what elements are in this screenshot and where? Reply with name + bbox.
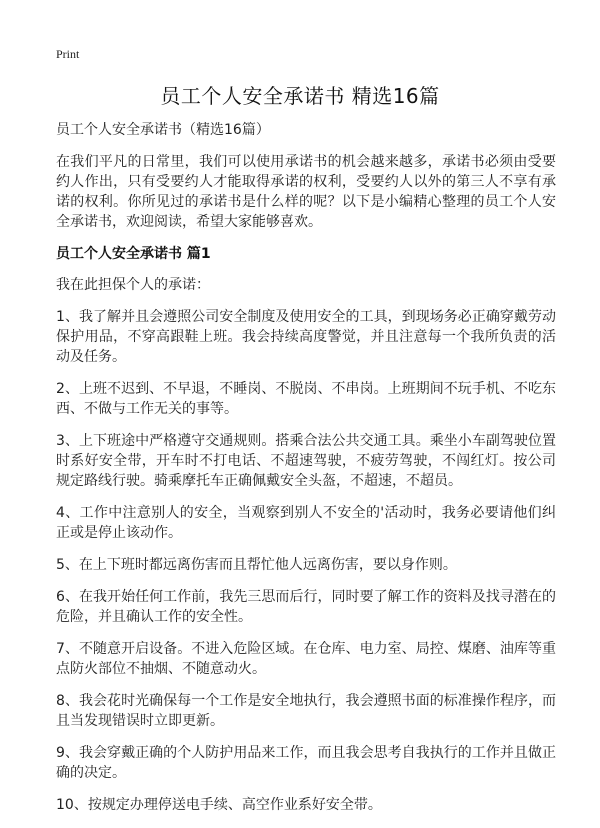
intro-paragraph: 在我们平凡的日常里，我们可以使用承诺书的机会越来越多，承诺书必须由受要约人作出，只有受要约人才能取得承诺的权利，受要约人以外的第三人不享有承诺的权利。你所见过的承诺书是什么样的呢？以下是小编精心整理的员工个人安全承诺书，欢迎阅读，希望大家能够喜欢。 [56,154,556,230]
list-item: 8、我会花时光确保每一个工作是安全地执行，我会遵照书面的标准操作程序，而且当发现错误时立即更新。 [56,693,556,729]
list-item: 9、我会穿戴正确的个人防护用品来工作，而且我会思考自我执行的工作并且做正确的决定。 [56,745,556,781]
print-label: Print [56,47,80,61]
list-item: 4、工作中注意别人的安全，当观察到别人不安全的'活动时，我务必要请他们纠正或是停止该动作。 [56,505,556,541]
section-heading: 员工个人安全承诺书 篇1 [56,246,211,262]
list-item: 10、按规定办理停送电手续、高空作业系好安全带。 [56,797,382,813]
document-title: 员工个人安全承诺书 精选16篇 [160,84,440,108]
list-item: 3、上下班途中严格遵守交通规则。搭乘合法公共交通工具。乘坐小车副驾驶位置时系好安全带，开车时不打电话、不超速驾驶，不疲劳驾驶，不闯红灯。按公司规定路线行驶。骑乘摩托车正确佩戴安全头盔，不超速，不超员。 [56,433,556,489]
list-item: 2、上班不迟到、不早退，不睡岗、不脱岗、不串岗。上班期间不玩手机、不吃东西、不做与工作无关的事等。 [56,381,556,417]
list-item: 1、我了解并且会遵照公司安全制度及使用安全的工具，到现场务必正确穿戴劳动保护用品，不穿高跟鞋上班。我会持续高度警觉，并且注意每一个我所负责的活动及任务。 [56,309,556,365]
document-subtitle: 员工个人安全承诺书（精选16篇） [56,122,270,138]
list-item: 6、在我开始任何工作前，我先三思而后行，同时要了解工作的资料及找寻潜在的危险，并且确认工作的安全性。 [56,589,556,625]
document-body [56,120,556,827]
list-item: 5、在上下班时都远离伤害而且帮忙他人远离伤害，要以身作则。 [56,557,457,573]
lead-paragraph: 我在此担保个人的承诺： [56,277,210,293]
list-item: 7、不随意开启设备。不进入危险区域。在仓库、电力室、局控、煤磨、油库等重点防火部位不抽烟、不随意动火。 [56,641,556,677]
